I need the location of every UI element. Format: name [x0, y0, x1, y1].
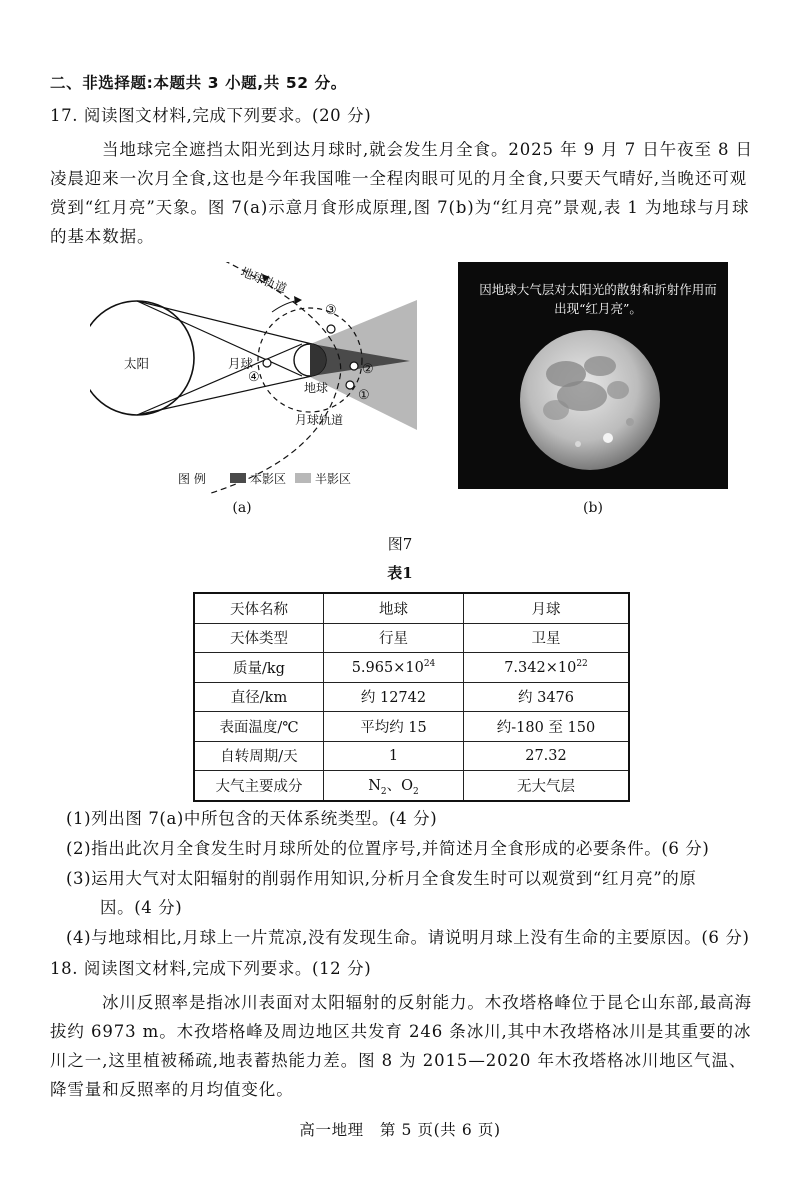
moon-label: 月球 — [228, 356, 254, 371]
q17-sub-4: (4)与地球相比,月球上一片荒凉,没有发现生命。请说明月球上没有生命的主要原因。(6 分) — [66, 928, 750, 947]
atmo-n: N — [368, 777, 381, 794]
table-cell: 大气主要成分 — [194, 771, 324, 801]
table-cell: 直径/km — [194, 682, 324, 712]
legend-penumbra-swatch — [295, 473, 311, 483]
label-a: (a) — [232, 500, 252, 516]
q18-stem: 18. 阅读图文材料,完成下列要求。(12 分) — [50, 959, 372, 978]
table-cell: 表面温度/℃ — [194, 712, 324, 742]
red-moon-photo — [458, 262, 728, 489]
table-cell — [324, 653, 464, 683]
atmo-o: 、O — [386, 777, 414, 794]
earth-orbit-label: 地球轨道 — [238, 264, 289, 296]
table1-title: 表1 — [387, 564, 413, 582]
label-b: (b) — [583, 500, 603, 516]
earth-mass-exp: 24 — [423, 658, 436, 669]
q17-sub-2: (2)指出此次月全食发生时月球所处的位置序号,并简述月全食形成的必要条件。(6 分) — [66, 839, 710, 858]
table-cell: 质量/kg — [194, 653, 324, 683]
q17-sub-3: (3)运用大气对太阳辐射的削弱作用知识,分析月全食发生时可以观赏到“红月亮”的原 — [66, 869, 697, 888]
table-cell — [324, 771, 464, 801]
sun-label: 太阳 — [124, 356, 150, 371]
table1 — [193, 592, 630, 802]
table-cell: 行星 — [324, 623, 464, 653]
atmo-sub-2: 2 — [413, 786, 419, 797]
table-row — [194, 712, 629, 742]
q17-paragraph: 当地球完全遮挡太阳光到达月球时,就会发生月全食。2025 年 9 月 7 日午夜至 8 日凌晨迎来一次月全食,这也是今年我国唯一全程肉眼可见的月全食,只要天气晴好,当晚还可观赏到“红月亮”天象。图 7(a)示意月食形成原理,图 7(b)为“红月亮”景观,表 1 为地球与月球的基本数据。 — [50, 140, 753, 246]
header-cell: 天体名称 — [194, 593, 324, 623]
moon-mass-exp: 22 — [576, 658, 588, 669]
legend-title: 图 例 — [178, 472, 206, 486]
marker-2: ② — [362, 362, 374, 377]
photo-caption: 因地球大气层对太阳光的散射和折射作用而出现“红月亮”。 — [479, 282, 717, 316]
header-cell: 月球 — [463, 593, 629, 623]
table-row — [194, 682, 629, 712]
eclipse-diagram — [90, 262, 440, 494]
earth-label: 地球 — [304, 381, 329, 395]
section-title: 二、非选择题:本题共 3 小题,共 52 分。 — [50, 74, 347, 92]
table-cell: 天体类型 — [194, 623, 324, 653]
table-cell: 平均约 15 — [324, 712, 464, 742]
figure7-title: 图7 — [387, 535, 413, 553]
table-cell: 27.32 — [463, 741, 629, 771]
table-row — [194, 771, 629, 801]
table-cell: 无大气层 — [463, 771, 629, 801]
moon-mass-base: 7.342×10 — [504, 659, 577, 676]
legend-umbra-swatch — [230, 473, 246, 483]
earth-mass-base: 5.965×10 — [351, 659, 424, 676]
moon-orbit-label: 月球轨道 — [295, 413, 344, 427]
header-cell: 地球 — [324, 593, 464, 623]
marker-3: ③ — [325, 303, 337, 318]
q17-sub-3-cont: 因。(4 分) — [100, 898, 183, 917]
table-row — [194, 623, 629, 653]
table-cell — [463, 653, 629, 683]
q17-stem: 17. 阅读图文材料,完成下列要求。(20 分) — [50, 106, 372, 125]
atmo-sub-1: 2 — [380, 786, 387, 797]
marker-4: ④ — [248, 370, 260, 385]
table-cell: 约 3476 — [463, 682, 629, 712]
table-row — [194, 741, 629, 771]
table-cell: 1 — [324, 741, 464, 771]
table-cell: 约-180 至 150 — [463, 712, 629, 742]
table-row — [194, 653, 629, 683]
legend-umbra: 本影区 — [250, 472, 287, 486]
table-header-row — [194, 593, 629, 623]
marker-1: ① — [358, 388, 370, 403]
q18-paragraph: 冰川反照率是指冰川表面对太阳辐射的反射能力。木孜塔格峰位于昆仑山东部,最高海拔约 6973 m。木孜塔格峰及周边地区共发育 246 条冰川,其中木孜塔格冰川是其重要的冰川之一,这里植被稀疏,地表蓄热能力差。图 8 为 2015—2020 年木孜塔格冰川地区气温、降雪量和反照率的月均值变化。 — [50, 993, 752, 1099]
table-cell: 卫星 — [463, 623, 629, 653]
page-footer: 高一地理 第 5 页(共 6 页) — [299, 1121, 501, 1139]
table-cell: 约 12742 — [324, 682, 464, 712]
moon-image — [458, 262, 728, 489]
table-cell: 自转周期/天 — [194, 741, 324, 771]
q17-sub-1: (1)列出图 7(a)中所包含的天体系统类型。(4 分) — [66, 809, 438, 828]
legend-penumbra: 半影区 — [315, 472, 352, 486]
